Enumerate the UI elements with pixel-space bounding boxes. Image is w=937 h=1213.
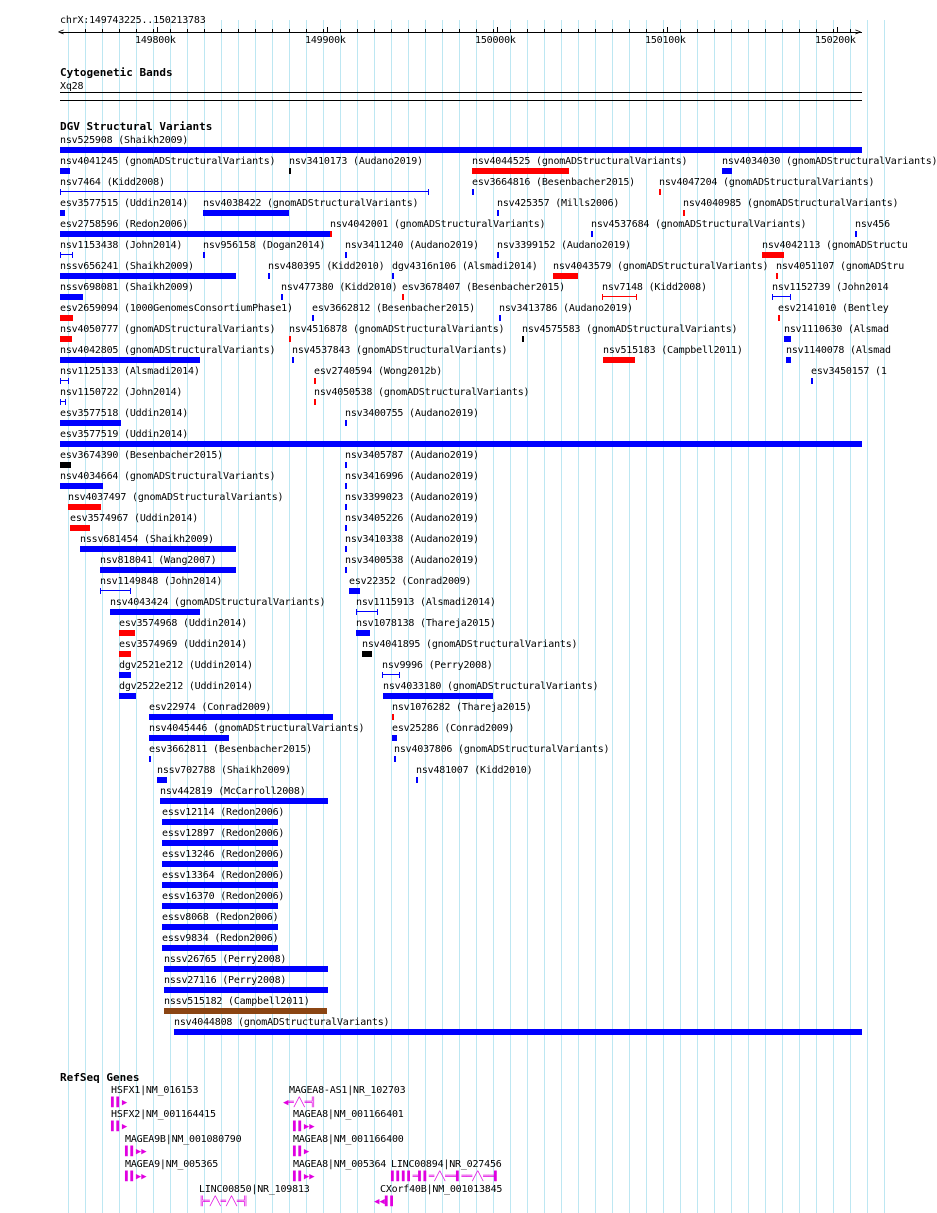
variant-bar[interactable]	[119, 672, 131, 678]
variant-label[interactable]: nsv4537684 (gnomADStructuralVariants)	[591, 219, 807, 230]
variant-bar[interactable]	[314, 378, 316, 384]
variant-bar[interactable]	[164, 966, 328, 972]
variant-label[interactable]: dgv2521e212 (Uddin2014)	[119, 660, 253, 671]
variant-bar[interactable]	[60, 462, 71, 468]
variant-label[interactable]: nsv3411240 (Audano2019)	[345, 240, 479, 251]
variant-bar[interactable]	[203, 210, 289, 216]
variant-bar[interactable]	[162, 882, 278, 888]
variant-bar[interactable]	[110, 609, 200, 615]
variant-label[interactable]: essv9834 (Redon2006)	[162, 933, 279, 944]
variant-label[interactable]: esv3450157 (1	[811, 366, 887, 377]
cytoband-track-title: Cytogenetic Bands	[60, 66, 173, 79]
ruler-minor-tick	[544, 29, 545, 32]
variant-label[interactable]: nsv3400755 (Audano2019)	[345, 408, 479, 419]
gene-label[interactable]: MAGEA9B|NM_001080790	[125, 1134, 242, 1145]
variant-bar[interactable]	[402, 294, 404, 300]
ruler-major-tick	[837, 27, 838, 32]
gene-label[interactable]: CXorf40B|NM_001013845	[380, 1184, 503, 1195]
gene-label[interactable]: HSFX2|NM_001164415	[111, 1109, 216, 1120]
variant-label[interactable]: nsv1153438 (John2014)	[60, 240, 183, 251]
variant-bar[interactable]	[722, 168, 732, 174]
variant-bar[interactable]	[60, 168, 70, 174]
gene-model-icon[interactable]: ▌▌▶▶	[125, 1172, 147, 1182]
ruler-minor-tick	[408, 29, 409, 32]
ruler-minor-tick	[238, 29, 239, 32]
ruler-label: 150000k	[475, 35, 516, 46]
variant-label[interactable]: nsv1110630 (Alsmad	[784, 324, 889, 335]
variant-bar[interactable]	[157, 777, 167, 783]
ruler-arrow-right: >	[855, 27, 861, 38]
variant-label[interactable]: esv2758596 (Redon2006)	[60, 219, 189, 230]
variant-bar[interactable]	[472, 168, 569, 174]
ruler-minor-tick	[272, 29, 273, 32]
variant-span-cap	[382, 672, 383, 678]
ruler-minor-tick	[595, 29, 596, 32]
variant-span-cap	[68, 378, 69, 384]
variant-label[interactable]: esv2141010 (Bentley	[778, 303, 889, 314]
variant-bar[interactable]	[394, 756, 396, 762]
variant-label[interactable]: esv3574967 (Uddin2014)	[70, 513, 199, 524]
variant-label[interactable]: esv3662811 (Besenbacher2015)	[149, 744, 312, 755]
variant-bar[interactable]	[312, 315, 314, 321]
variant-bar[interactable]	[591, 231, 593, 237]
variant-label[interactable]: nsv4038422 (gnomADStructuralVariants)	[203, 198, 419, 209]
variant-bar[interactable]	[811, 378, 813, 384]
variant-label[interactable]: nsv525908 (Shaikh2009)	[60, 135, 189, 146]
variant-bar[interactable]	[162, 819, 278, 825]
variant-bar[interactable]	[289, 168, 291, 174]
variant-bar[interactable]	[345, 420, 347, 426]
variant-label[interactable]: esv25286 (Conrad2009)	[392, 723, 515, 734]
ruler-minor-tick	[306, 29, 307, 32]
variant-label[interactable]: nsv4050777 (gnomADStructuralVariants)	[60, 324, 276, 335]
variant-label[interactable]: nsv4051107 (gnomADStru	[776, 261, 905, 272]
ruler-arrow-left: <	[58, 27, 64, 38]
ruler-minor-tick	[663, 29, 664, 32]
ruler-major-tick	[327, 27, 328, 32]
gene-label[interactable]: MAGEA9|NM_005365	[125, 1159, 219, 1170]
variant-span-cap	[772, 294, 773, 300]
gene-model-icon[interactable]: ╠═╱╲═╱╲═╣	[199, 1197, 248, 1207]
locus-label: chrX:149743225..150213783	[60, 15, 206, 26]
variant-label[interactable]: nssv515182 (Campbell2011)	[164, 996, 310, 1007]
variant-bar[interactable]	[60, 357, 200, 363]
variant-span-line[interactable]	[60, 380, 68, 381]
variant-label[interactable]: nsv4037806 (gnomADStructuralVariants)	[394, 744, 610, 755]
ruler-minor-tick	[221, 29, 222, 32]
variant-bar[interactable]	[392, 273, 394, 279]
dgv-track-title: DGV Structural Variants	[60, 120, 213, 133]
variant-bar[interactable]	[603, 357, 635, 363]
variant-bar[interactable]	[60, 210, 65, 216]
variant-label[interactable]: esv3674390 (Besenbacher2015)	[60, 450, 223, 461]
variant-bar[interactable]	[162, 903, 278, 909]
variant-label[interactable]: essv8068 (Redon2006)	[162, 912, 279, 923]
variant-label[interactable]: nsv3410338 (Audano2019)	[345, 534, 479, 545]
variant-label[interactable]: nsv7148 (Kidd2008)	[602, 282, 707, 293]
variant-label[interactable]: nsv956158 (Dogan2014)	[203, 240, 326, 251]
ruler-minor-tick	[340, 29, 341, 32]
variant-bar[interactable]	[281, 294, 283, 300]
ruler-minor-tick	[425, 29, 426, 32]
variant-label[interactable]: nsv456	[855, 219, 890, 230]
variant-label[interactable]: nsv4044808 (gnomADStructuralVariants)	[174, 1017, 390, 1028]
variant-bar[interactable]	[292, 357, 294, 363]
ruler-minor-tick	[323, 29, 324, 32]
variant-label[interactable]: esv3577518 (Uddin2014)	[60, 408, 189, 419]
ruler-minor-tick	[442, 29, 443, 32]
variant-label[interactable]: essv12114 (Redon2006)	[162, 807, 285, 818]
variant-label[interactable]: nsv515183 (Campbell2011)	[603, 345, 743, 356]
variant-label[interactable]: nsv7464 (Kidd2008)	[60, 177, 165, 188]
variant-label[interactable]: nsv4042805 (gnomADStructuralVariants)	[60, 345, 276, 356]
ruler-minor-tick	[527, 29, 528, 32]
variant-bar[interactable]	[60, 315, 73, 321]
variant-bar[interactable]	[522, 336, 524, 342]
variant-span-cap	[602, 294, 603, 300]
variant-bar[interactable]	[60, 147, 862, 153]
variant-bar[interactable]	[100, 567, 236, 573]
variant-label[interactable]: nsv3416996 (Audano2019)	[345, 471, 479, 482]
variant-bar[interactable]	[345, 546, 347, 552]
variant-bar[interactable]	[330, 231, 332, 237]
variant-bar[interactable]	[314, 399, 316, 405]
variant-label[interactable]: nsv1140078 (Alsmad	[786, 345, 891, 356]
variant-label[interactable]: esv22974 (Conrad2009)	[149, 702, 272, 713]
ruler-minor-tick	[833, 29, 834, 32]
variant-bar[interactable]	[356, 630, 370, 636]
variant-label[interactable]: dgv4316n106 (Alsmadi2014)	[392, 261, 538, 272]
variant-bar[interactable]	[499, 315, 501, 321]
ruler-minor-tick	[799, 29, 800, 32]
variant-label[interactable]: esv2659094 (1000GenomesConsortiumPhase1)	[60, 303, 293, 314]
ruler-minor-tick	[374, 29, 375, 32]
variant-label[interactable]: nsv4043424 (gnomADStructuralVariants)	[110, 597, 326, 608]
gene-model-icon[interactable]: ▌▌▶▶	[293, 1172, 315, 1182]
variant-label[interactable]: esv3678407 (Besenbacher2015)	[402, 282, 565, 293]
variant-span-line[interactable]	[382, 674, 399, 675]
gene-model-icon[interactable]: ▌▌▶	[111, 1122, 128, 1132]
ruler-minor-tick	[391, 29, 392, 32]
gene-label[interactable]: LINC00894|NR_027456	[391, 1159, 502, 1170]
ruler-minor-tick	[459, 29, 460, 32]
variant-label[interactable]: nsv4575583 (gnomADStructuralVariants)	[522, 324, 738, 335]
variant-label[interactable]: nsv1115913 (Alsmadi2014)	[356, 597, 496, 608]
variant-label[interactable]: nsv4041245 (gnomADStructuralVariants)	[60, 156, 276, 167]
ruler-minor-tick	[170, 29, 171, 32]
variant-label[interactable]: nsv3399023 (Audano2019)	[345, 492, 479, 503]
variant-span-cap	[60, 399, 61, 405]
ruler-label: 149900k	[305, 35, 346, 46]
variant-bar[interactable]	[160, 798, 328, 804]
variant-label[interactable]: nssv27116 (Perry2008)	[164, 975, 287, 986]
ruler-label: 150200k	[815, 35, 856, 46]
ruler-minor-tick	[510, 29, 511, 32]
ruler-minor-tick	[850, 29, 851, 32]
variant-span-line[interactable]	[60, 254, 72, 255]
variant-bar[interactable]	[60, 336, 72, 342]
variant-bar[interactable]	[345, 567, 347, 573]
variant-bar[interactable]	[162, 924, 278, 930]
variant-bar[interactable]	[80, 546, 236, 552]
variant-label[interactable]: essv13246 (Redon2006)	[162, 849, 285, 860]
variant-bar[interactable]	[786, 357, 791, 363]
variant-label[interactable]: esv22352 (Conrad2009)	[349, 576, 472, 587]
variant-bar[interactable]	[497, 210, 499, 216]
ruler-minor-tick	[578, 29, 579, 32]
gene-model-icon[interactable]: ▌▌▶▶	[125, 1147, 147, 1157]
ruler-minor-tick	[816, 29, 817, 32]
variant-bar[interactable]	[60, 231, 330, 237]
variant-label[interactable]: nsv3413786 (Audano2019)	[499, 303, 633, 314]
variant-bar[interactable]	[162, 840, 278, 846]
variant-bar[interactable]	[472, 189, 474, 195]
ruler-minor-tick	[289, 29, 290, 32]
ruler-label: 149800k	[135, 35, 176, 46]
ruler-minor-tick	[476, 29, 477, 32]
variant-bar[interactable]	[164, 987, 328, 993]
variant-label[interactable]: nsv4516878 (gnomADStructuralVariants)	[289, 324, 505, 335]
ruler-minor-tick	[204, 29, 205, 32]
ruler-minor-tick	[629, 29, 630, 32]
ruler-minor-tick	[612, 29, 613, 32]
variant-span-cap	[428, 189, 429, 195]
variant-bar[interactable]	[762, 252, 784, 258]
variant-label[interactable]: essv13364 (Redon2006)	[162, 870, 285, 881]
ruler-minor-tick	[357, 29, 358, 32]
variant-label[interactable]: dgv2522e212 (Uddin2014)	[119, 681, 253, 692]
variant-span-cap	[377, 609, 378, 615]
variant-bar[interactable]	[149, 756, 151, 762]
variant-bar[interactable]	[345, 504, 347, 510]
variant-label[interactable]: nsv9996 (Perry2008)	[382, 660, 493, 671]
variant-label[interactable]: nsv1078138 (Thareja2015)	[356, 618, 496, 629]
variant-span-cap	[790, 294, 791, 300]
variant-bar[interactable]	[119, 651, 131, 657]
variant-label[interactable]: esv3574968 (Uddin2014)	[119, 618, 248, 629]
variant-label[interactable]: nsv4537843 (gnomADStructuralVariants)	[292, 345, 508, 356]
variant-label[interactable]: esv2740594 (Wong2012b)	[314, 366, 443, 377]
variant-bar[interactable]	[349, 588, 360, 594]
variant-label[interactable]: nsv3410173 (Audano2019)	[289, 156, 423, 167]
cytoband-line	[60, 100, 862, 101]
variant-span-cap	[100, 588, 101, 594]
variant-label[interactable]: nsv4050538 (gnomADStructuralVariants)	[314, 387, 530, 398]
variant-label[interactable]: nsv818041 (Wang2007)	[100, 555, 217, 566]
variant-label[interactable]: nsv481007 (Kidd2010)	[416, 765, 533, 776]
variant-bar[interactable]	[68, 504, 101, 510]
variant-bar[interactable]	[345, 462, 347, 468]
variant-label[interactable]: nsv4037497 (gnomADStructuralVariants)	[68, 492, 284, 503]
gene-label[interactable]: HSFX1|NM_016153	[111, 1085, 199, 1096]
variant-label[interactable]: nsv1076282 (Thareja2015)	[392, 702, 532, 713]
gene-model-icon[interactable]: ▌▌▶	[111, 1098, 128, 1108]
variant-label[interactable]: nssv698081 (Shaikh2009)	[60, 282, 194, 293]
ruler-minor-tick	[765, 29, 766, 32]
variant-span-cap	[60, 378, 61, 384]
variant-label[interactable]: nsv4034030 (gnomADStructuralVariants)	[722, 156, 937, 167]
variant-label[interactable]: esv3662812 (Besenbacher2015)	[312, 303, 475, 314]
variant-bar[interactable]	[553, 273, 578, 279]
variant-label[interactable]: nsv4041895 (gnomADStructuralVariants)	[362, 639, 578, 650]
gene-model-icon[interactable]: ▌▌▌▌═▌▌═╱╲══▌══╱╲══▌	[391, 1172, 500, 1182]
variant-label[interactable]: nsv477380 (Kidd2010)	[281, 282, 398, 293]
variant-label[interactable]: nsv3399152 (Audano2019)	[497, 240, 631, 251]
ruler-minor-tick	[102, 29, 103, 32]
ruler-minor-tick	[85, 29, 86, 32]
variant-span-line[interactable]	[60, 191, 428, 192]
variant-label[interactable]: nsv3405787 (Audano2019)	[345, 450, 479, 461]
variant-bar[interactable]	[164, 1008, 327, 1014]
variant-bar[interactable]	[60, 420, 121, 426]
variant-label[interactable]: nsv1149848 (John2014)	[100, 576, 223, 587]
variant-bar[interactable]	[776, 273, 778, 279]
variant-label[interactable]: nsv4042001 (gnomADStructuralVariants)	[330, 219, 546, 230]
variant-label[interactable]: esv3577519 (Uddin2014)	[60, 429, 189, 440]
variant-label[interactable]: nsv4033180 (gnomADStructuralVariants)	[383, 681, 599, 692]
variant-label[interactable]: nsv1125133 (Alsmadi2014)	[60, 366, 200, 377]
ruler-minor-tick	[646, 29, 647, 32]
variant-label[interactable]: nsv3400538 (Audano2019)	[345, 555, 479, 566]
variant-label[interactable]: esv3574969 (Uddin2014)	[119, 639, 248, 650]
variant-bar[interactable]	[149, 714, 333, 720]
variant-label[interactable]: nsv442819 (McCarroll2008)	[160, 786, 306, 797]
variant-label[interactable]: esv3577515 (Uddin2014)	[60, 198, 189, 209]
variant-bar[interactable]	[119, 693, 136, 699]
variant-bar[interactable]	[268, 273, 270, 279]
ruler-minor-tick	[136, 29, 137, 32]
ruler-major-tick	[497, 27, 498, 32]
variant-bar[interactable]	[392, 735, 397, 741]
variant-label[interactable]: nsv4043579 (gnomADStructuralVariants)	[553, 261, 769, 272]
ruler-minor-tick	[255, 29, 256, 32]
variant-bar[interactable]	[60, 483, 103, 489]
ruler-minor-tick	[493, 29, 494, 32]
ruler-major-tick	[157, 27, 158, 32]
variant-bar[interactable]	[416, 777, 418, 783]
gene-label[interactable]: MAGEA8-AS1|NR_102703	[289, 1085, 406, 1096]
ruler-minor-tick	[680, 29, 681, 32]
variant-bar[interactable]	[60, 441, 862, 447]
gene-model-icon[interactable]: ▌▌▶▶	[293, 1122, 315, 1132]
variant-bar[interactable]	[60, 273, 236, 279]
variant-label[interactable]: nsv4044525 (gnomADStructuralVariants)	[472, 156, 688, 167]
variant-label[interactable]: nsv425357 (Mills2006)	[497, 198, 620, 209]
variant-span-cap	[65, 399, 66, 405]
variant-bar[interactable]	[659, 189, 661, 195]
variant-label[interactable]: esv3664816 (Besenbacher2015)	[472, 177, 635, 188]
variant-bar[interactable]	[162, 945, 278, 951]
variant-bar[interactable]	[497, 252, 499, 258]
ruler-minor-tick	[153, 29, 154, 32]
gene-model-icon[interactable]: ▌▌▶	[293, 1147, 310, 1157]
variant-label[interactable]: nsv4047204 (gnomADStructuralVariants)	[659, 177, 875, 188]
variant-label[interactable]: nsv1152739 (John2014	[772, 282, 889, 293]
variant-label[interactable]: nsv4040985 (gnomADStructuralVariants)	[683, 198, 899, 209]
variant-bar[interactable]	[60, 294, 83, 300]
variant-span-line[interactable]	[100, 590, 130, 591]
ruler-minor-tick	[731, 29, 732, 32]
variant-label[interactable]: nsv480395 (Kidd2010)	[268, 261, 385, 272]
ruler-minor-tick	[187, 29, 188, 32]
variant-span-line[interactable]	[772, 296, 790, 297]
variant-label[interactable]: nssv702788 (Shaikh2009)	[157, 765, 291, 776]
ruler-minor-tick	[119, 29, 120, 32]
variant-bar[interactable]	[778, 315, 780, 321]
variant-bar[interactable]	[362, 651, 372, 657]
variant-label[interactable]: essv16370 (Redon2006)	[162, 891, 285, 902]
ruler-minor-tick	[714, 29, 715, 32]
gene-model-icon[interactable]: ◀◀▌▌	[374, 1197, 396, 1207]
refseq-track-title: RefSeq Genes	[60, 1071, 140, 1084]
variant-span-cap	[636, 294, 637, 300]
ruler-line	[60, 32, 862, 33]
variant-label[interactable]: nsv4045446 (gnomADStructuralVariants)	[149, 723, 365, 734]
variant-span-cap	[60, 252, 61, 258]
ruler-minor-tick	[782, 29, 783, 32]
gene-model-icon[interactable]: ◀═╱╲═╣	[283, 1098, 316, 1108]
variant-label[interactable]: nssv681454 (Shaikh2009)	[80, 534, 214, 545]
variant-label[interactable]: nsv4042113 (gnomADStructu	[762, 240, 908, 251]
variant-label[interactable]: essv12897 (Redon2006)	[162, 828, 285, 839]
variant-bar[interactable]	[119, 630, 135, 636]
gene-label[interactable]: MAGEA8|NM_001166401	[293, 1109, 404, 1120]
variant-bar[interactable]	[70, 525, 90, 531]
variant-span-cap	[60, 189, 61, 195]
variant-span-cap	[356, 609, 357, 615]
gene-label[interactable]: MAGEA8|NM_001166400	[293, 1134, 404, 1145]
gene-label[interactable]: LINC00850|NR_109813	[199, 1184, 310, 1195]
ruler-minor-tick	[697, 29, 698, 32]
ruler-minor-tick	[561, 29, 562, 32]
variant-bar[interactable]	[855, 231, 857, 237]
variant-label[interactable]: nssv656241 (Shaikh2009)	[60, 261, 194, 272]
variant-span-line[interactable]	[356, 611, 377, 612]
variant-bar[interactable]	[149, 735, 229, 741]
variant-label[interactable]: nssv26765 (Perry2008)	[164, 954, 287, 965]
variant-span-line[interactable]	[602, 296, 636, 297]
variant-span-cap	[72, 252, 73, 258]
variant-bar[interactable]	[683, 210, 685, 216]
variant-label[interactable]: nsv4034664 (gnomADStructuralVariants)	[60, 471, 276, 482]
variant-label[interactable]: nsv1150722 (John2014)	[60, 387, 183, 398]
variant-bar[interactable]	[162, 861, 278, 867]
variant-bar[interactable]	[345, 252, 347, 258]
variant-bar[interactable]	[784, 336, 791, 342]
ruler-label: 150100k	[645, 35, 686, 46]
variant-bar[interactable]	[383, 693, 493, 699]
cytoband-label: Xq28	[60, 81, 84, 92]
cytoband-line	[60, 92, 862, 93]
variant-label[interactable]: nsv3405226 (Audano2019)	[345, 513, 479, 524]
variant-bar[interactable]	[289, 336, 291, 342]
variant-span-cap	[399, 672, 400, 678]
ruler-minor-tick	[748, 29, 749, 32]
variant-bar[interactable]	[174, 1029, 862, 1035]
variant-bar[interactable]	[392, 714, 394, 720]
gene-label[interactable]: MAGEA8|NM_005364	[293, 1159, 387, 1170]
variant-bar[interactable]	[345, 525, 347, 531]
variant-bar[interactable]	[345, 483, 347, 489]
variant-span-cap	[130, 588, 131, 594]
variant-bar[interactable]	[203, 252, 205, 258]
ruler-major-tick	[667, 27, 668, 32]
